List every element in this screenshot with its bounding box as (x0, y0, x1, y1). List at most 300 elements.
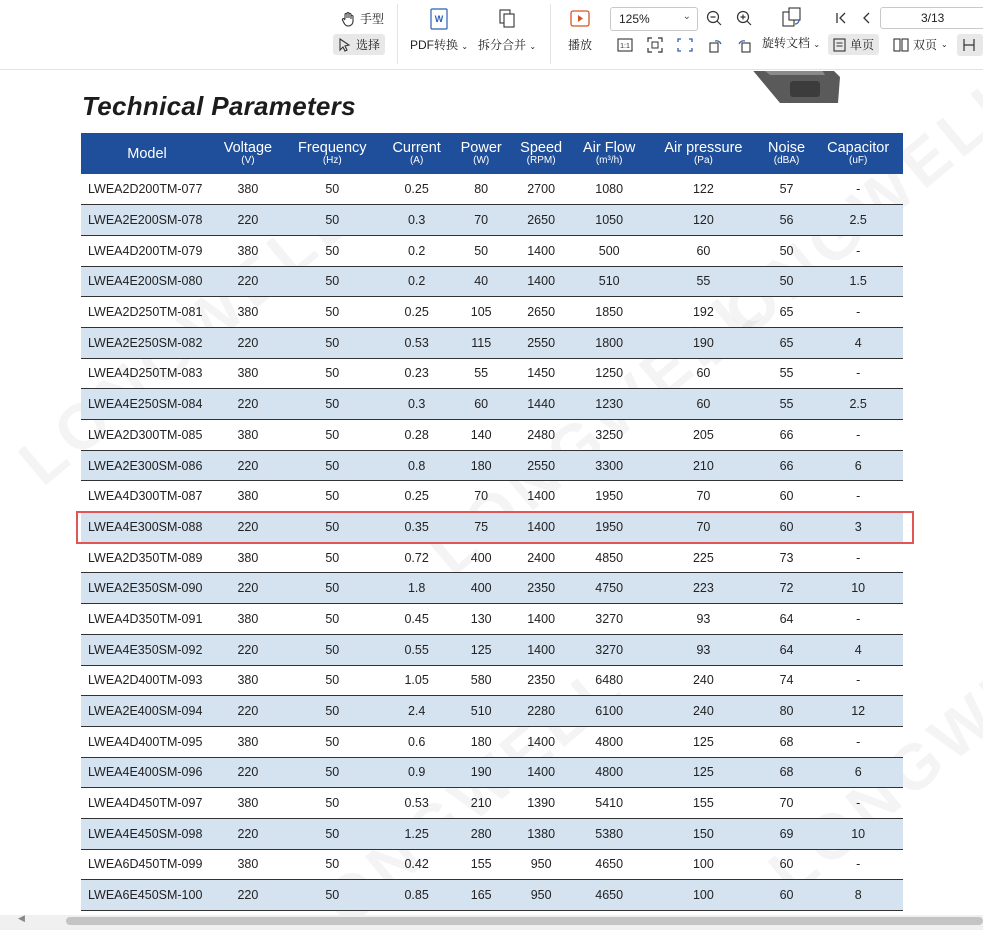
table-cell: 220 (213, 450, 283, 481)
table-cell: 280 (452, 818, 511, 849)
table-cell: 50 (283, 420, 382, 451)
table-cell: 50 (283, 358, 382, 389)
table-cell: 1800 (571, 327, 647, 358)
table-cell: - (813, 174, 903, 205)
table-cell: - (813, 788, 903, 819)
table-cell: 6 (813, 757, 903, 788)
column-header-unit: (A) (409, 155, 424, 166)
table-cell: 190 (647, 327, 760, 358)
table-cell: 50 (283, 235, 382, 266)
table-cell: 100 (647, 880, 760, 911)
table-cell: 3 (813, 512, 903, 543)
table-cell: 50 (283, 542, 382, 573)
table-cell: 5410 (571, 788, 647, 819)
table-cell: 50 (283, 818, 382, 849)
table-cell: 220 (213, 573, 283, 604)
rotate-left-icon[interactable] (707, 37, 723, 53)
column-header-unit: (Pa) (693, 155, 713, 166)
table-cell: 1080 (571, 174, 647, 205)
word-doc-icon (429, 8, 449, 30)
table-cell: 2350 (511, 665, 572, 696)
table-cell: 0.25 (382, 297, 452, 328)
table-cell: 0.53 (382, 327, 452, 358)
zoom-select[interactable] (610, 7, 698, 31)
table-cell: 220 (213, 327, 283, 358)
table-cell: 400 (452, 573, 511, 604)
table-cell: 50 (283, 389, 382, 420)
table-cell: 70 (452, 205, 511, 236)
model-cell: LWEA2D400TM-093 (81, 665, 213, 696)
table-cell: 0.9 (382, 757, 452, 788)
table-cell: 3250 (571, 420, 647, 451)
row-highlight-box (76, 511, 914, 544)
column-header (283, 133, 382, 174)
column-header-label: Capacitor (827, 140, 890, 156)
table-cell: 0.72 (382, 542, 452, 573)
table-cell: 55 (760, 358, 814, 389)
model-cell: LWEA2E300SM-086 (81, 450, 213, 481)
table-cell: 240 (647, 696, 760, 727)
table-cell: 125 (647, 726, 760, 757)
table-cell: 2480 (511, 420, 572, 451)
fit-page-icon[interactable] (647, 37, 663, 53)
table-cell: 380 (213, 542, 283, 573)
table-cell: 0.2 (382, 266, 452, 297)
table-cell: 1400 (511, 481, 572, 512)
table-cell: 50 (283, 757, 382, 788)
table-cell: 4650 (571, 880, 647, 911)
table-row (81, 726, 903, 757)
table-cell: 220 (213, 205, 283, 236)
table-cell: 60 (760, 481, 814, 512)
table-cell: 3300 (571, 450, 647, 481)
table-cell: 1850 (571, 297, 647, 328)
table-cell: - (813, 235, 903, 266)
table-cell: 50 (283, 849, 382, 880)
table-cell: 0.25 (382, 481, 452, 512)
table-cell: 40 (452, 266, 511, 297)
table-row (81, 665, 903, 696)
table-cell: 225 (647, 542, 760, 573)
table-cell: 55 (452, 358, 511, 389)
table-cell: 0.3 (382, 205, 452, 236)
table-cell: 10 (813, 573, 903, 604)
svg-text:1:1: 1:1 (620, 43, 630, 50)
table-cell: 2.4 (382, 696, 452, 727)
table-cell: 55 (647, 266, 760, 297)
table-cell: 1.05 (382, 665, 452, 696)
table-cell: 80 (452, 174, 511, 205)
table-cell: 50 (760, 235, 814, 266)
column-header-unit: (W) (473, 155, 490, 166)
table-cell: 210 (452, 788, 511, 819)
table-cell: 50 (283, 634, 382, 665)
table-cell: 1.8 (382, 573, 452, 604)
table-cell: 380 (213, 420, 283, 451)
cursor-icon (338, 38, 352, 52)
table-cell: 220 (213, 696, 283, 727)
table-cell: 66 (760, 420, 814, 451)
double-page-icon (893, 38, 909, 52)
table-cell: 12 (813, 696, 903, 727)
table-cell: 60 (760, 512, 814, 543)
table-cell: 2.5 (813, 205, 903, 236)
actual-size-icon[interactable] (617, 37, 633, 53)
column-header (760, 133, 814, 174)
table-cell: 50 (283, 266, 382, 297)
table-cell: 400 (452, 542, 511, 573)
table-row (81, 327, 903, 358)
table-cell: 69 (760, 818, 814, 849)
table-cell: 50 (283, 205, 382, 236)
table-cell: 50 (760, 266, 814, 297)
table-cell: 50 (283, 327, 382, 358)
zoom-value: 125% (619, 12, 650, 26)
table-cell: 2650 (511, 205, 572, 236)
table-cell: 60 (760, 849, 814, 880)
model-cell: LWEA4E300SM-088 (81, 512, 213, 543)
zoom-out-icon[interactable] (706, 10, 723, 27)
column-header-label: Air pressure (664, 140, 743, 156)
split-merge-icon (497, 8, 517, 30)
select-tool-label: 选择 (356, 38, 381, 52)
scroll-left-arrow-icon[interactable]: ◀ (18, 913, 25, 923)
column-header-label: Current (392, 140, 441, 156)
column-header-unit: (dBA) (773, 155, 800, 166)
table-cell: 380 (213, 358, 283, 389)
table-cell: 223 (647, 573, 760, 604)
zoom-in-icon[interactable] (736, 10, 753, 27)
table-cell: 4 (813, 327, 903, 358)
model-cell: LWEA4E250SM-084 (81, 389, 213, 420)
table-cell: 70 (647, 481, 760, 512)
pdf-convert-button[interactable] (410, 8, 468, 53)
table-cell: 2650 (511, 297, 572, 328)
table-cell: 2550 (511, 450, 572, 481)
column-header-label: Voltage (223, 140, 273, 156)
column-header (81, 133, 213, 174)
table-row (81, 450, 903, 481)
table-row (81, 235, 903, 266)
double-page-label: 双页 (913, 38, 938, 52)
table-cell: 125 (452, 634, 511, 665)
column-header-unit: (Hz) (322, 155, 342, 166)
model-cell: LWEA4D300TM-087 (81, 481, 213, 512)
model-cell: LWEA6E450SM-100 (81, 880, 213, 911)
chevron-down-icon: ⌄ (941, 40, 948, 49)
table-cell: 5380 (571, 818, 647, 849)
table-cell: 55 (760, 389, 814, 420)
column-header-unit: (m³/h) (595, 155, 623, 166)
model-cell: LWEA6D450TM-099 (81, 849, 213, 880)
scrollbar-thumb[interactable] (66, 917, 983, 925)
model-cell: LWEA4D350TM-091 (81, 604, 213, 635)
table-cell: - (813, 481, 903, 512)
table-cell: 72 (760, 573, 814, 604)
table-cell: 68 (760, 726, 814, 757)
model-cell: LWEA2E250SM-082 (81, 327, 213, 358)
table-cell: 8 (813, 880, 903, 911)
table-row (81, 849, 903, 880)
table-row (81, 542, 903, 573)
column-header (813, 133, 903, 174)
table-cell: 105 (452, 297, 511, 328)
model-cell: LWEA2D200TM-077 (81, 174, 213, 205)
table-row (81, 604, 903, 635)
table-cell: 240 (647, 665, 760, 696)
play-icon (569, 8, 591, 30)
continuous-scroll-button[interactable] (957, 34, 983, 56)
model-cell: LWEA2E350SM-090 (81, 573, 213, 604)
model-cell: LWEA4E400SM-096 (81, 757, 213, 788)
table-cell: 2350 (511, 573, 572, 604)
table-row (81, 818, 903, 849)
table-cell: 0.42 (382, 849, 452, 880)
table-cell: 155 (647, 788, 760, 819)
table-cell: - (813, 542, 903, 573)
column-header-unit: (V) (241, 155, 255, 166)
table-cell: 1400 (511, 235, 572, 266)
model-cell: LWEA2E200SM-078 (81, 205, 213, 236)
table-cell: 6480 (571, 665, 647, 696)
table-cell: - (813, 358, 903, 389)
model-cell: LWEA4E450SM-098 (81, 818, 213, 849)
table-cell: 10 (813, 818, 903, 849)
table-cell: 60 (452, 389, 511, 420)
table-row (81, 420, 903, 451)
hand-icon (340, 11, 356, 27)
table-cell: 50 (283, 696, 382, 727)
column-header (213, 133, 283, 174)
table-cell: 73 (760, 542, 814, 573)
table-cell: 0.6 (382, 726, 452, 757)
table-cell: 57 (760, 174, 814, 205)
table-cell: 150 (647, 818, 760, 849)
table-row (81, 788, 903, 819)
hand-tool-label: 手型 (360, 12, 385, 26)
table-cell: 3270 (571, 634, 647, 665)
column-header (452, 133, 511, 174)
table-cell: 1400 (511, 634, 572, 665)
table-cell: 0.35 (382, 512, 452, 543)
table-cell: 220 (213, 880, 283, 911)
table-cell: 0.25 (382, 174, 452, 205)
table-cell: 180 (452, 450, 511, 481)
rotate-document-icon (779, 6, 803, 28)
table-cell: 50 (283, 450, 382, 481)
table-cell: 380 (213, 604, 283, 635)
table-cell: 510 (452, 696, 511, 727)
document-title: Technical Parameters (82, 91, 356, 121)
table-cell: 50 (283, 665, 382, 696)
play-label: 播放 (568, 38, 593, 52)
split-merge-button[interactable] (478, 8, 536, 53)
table-cell: 165 (452, 880, 511, 911)
model-cell: LWEA2D250TM-081 (81, 297, 213, 328)
table-cell: 2700 (511, 174, 572, 205)
table-cell: 1250 (571, 358, 647, 389)
table-cell: 125 (647, 757, 760, 788)
table-cell: 1400 (511, 266, 572, 297)
table-row (81, 634, 903, 665)
table-row (81, 358, 903, 389)
table-cell: 2550 (511, 327, 572, 358)
table-cell: 50 (283, 604, 382, 635)
continuous-scroll-icon (962, 38, 976, 52)
table-cell: 0.55 (382, 634, 452, 665)
table-cell: 380 (213, 235, 283, 266)
table-cell: 210 (647, 450, 760, 481)
rotate-right-icon[interactable] (737, 37, 753, 53)
column-header-label: Air Flow (583, 140, 636, 156)
table-cell: 4800 (571, 726, 647, 757)
table-cell: 60 (647, 389, 760, 420)
table-row (81, 205, 903, 236)
table-cell: 70 (452, 481, 511, 512)
table-cell: 2280 (511, 696, 572, 727)
table-cell: 1400 (511, 726, 572, 757)
table-cell: 1050 (571, 205, 647, 236)
table-cell: - (813, 297, 903, 328)
page-indicator: 3/13 (921, 11, 945, 25)
column-header-label: Speed (520, 140, 563, 156)
table-cell: 60 (647, 358, 760, 389)
table-cell: 50 (452, 235, 511, 266)
model-cell: LWEA4D250TM-083 (81, 358, 213, 389)
toolbar-divider (397, 4, 398, 64)
table-row (81, 757, 903, 788)
select-tool-button[interactable] (333, 34, 385, 55)
table-cell: 510 (571, 266, 647, 297)
table-cell: 2.5 (813, 389, 903, 420)
table-cell: 0.85 (382, 880, 452, 911)
fit-width-icon[interactable] (677, 37, 693, 53)
table-cell: 0.2 (382, 235, 452, 266)
table-cell: 1380 (511, 818, 572, 849)
column-header (571, 133, 647, 174)
table-header-row (81, 133, 903, 174)
table-cell: 50 (283, 573, 382, 604)
table-cell: - (813, 726, 903, 757)
table-cell: 60 (760, 880, 814, 911)
table-cell: 2400 (511, 542, 572, 573)
table-cell: 4 (813, 634, 903, 665)
table-cell: 70 (647, 512, 760, 543)
rotate-document-button[interactable] (762, 6, 820, 51)
column-header-unit: (RPM) (526, 155, 556, 166)
table-cell: 180 (452, 726, 511, 757)
table-cell: 380 (213, 297, 283, 328)
table-cell: 1950 (571, 481, 647, 512)
table-cell: - (813, 604, 903, 635)
table-cell: 1.25 (382, 818, 452, 849)
table-cell: 4850 (571, 542, 647, 573)
table-cell: 380 (213, 665, 283, 696)
table-cell: 65 (760, 297, 814, 328)
table-cell: 220 (213, 757, 283, 788)
table-cell: 66 (760, 450, 814, 481)
model-cell: LWEA2E400SM-094 (81, 696, 213, 727)
play-button[interactable] (568, 8, 592, 53)
table-cell: 80 (760, 696, 814, 727)
column-header-label: Noise (768, 140, 806, 156)
table-cell: 1440 (511, 389, 572, 420)
first-page-icon[interactable] (834, 11, 848, 25)
table-cell: 1230 (571, 389, 647, 420)
table-cell: 115 (452, 327, 511, 358)
table-cell: 1400 (511, 757, 572, 788)
table-cell: 50 (283, 297, 382, 328)
table-cell: 100 (647, 849, 760, 880)
table-row (81, 174, 903, 205)
table-cell: 4800 (571, 757, 647, 788)
fan-motor-image (750, 71, 840, 107)
column-header (382, 133, 452, 174)
chevron-down-icon: ⌄ (682, 11, 691, 22)
table-row (81, 573, 903, 604)
table-cell: 64 (760, 634, 814, 665)
column-header-label: Power (460, 140, 502, 156)
table-cell: 1450 (511, 358, 572, 389)
previous-page-icon[interactable] (860, 11, 874, 25)
table-cell: 0.23 (382, 358, 452, 389)
chevron-down-icon: ⌄ (529, 42, 537, 51)
column-header-unit: (uF) (848, 155, 868, 166)
table-cell: 74 (760, 665, 814, 696)
column-header-label: Model (127, 145, 167, 162)
single-page-label: 单页 (850, 38, 875, 52)
table-cell: 93 (647, 604, 760, 635)
table-cell: 0.3 (382, 389, 452, 420)
table-cell: 380 (213, 174, 283, 205)
table-cell: 1.5 (813, 266, 903, 297)
model-cell: LWEA4D400TM-095 (81, 726, 213, 757)
table-cell: 4750 (571, 573, 647, 604)
page-number-input[interactable] (880, 7, 983, 29)
table-cell: 120 (647, 205, 760, 236)
table-cell: 220 (213, 634, 283, 665)
table-cell: 70 (760, 788, 814, 819)
table-cell: 0.28 (382, 420, 452, 451)
table-cell: 50 (283, 880, 382, 911)
table-cell: 60 (647, 235, 760, 266)
table-cell: 3270 (571, 604, 647, 635)
hand-tool-button[interactable] (340, 10, 384, 27)
table-cell: 500 (571, 235, 647, 266)
model-cell: LWEA4E200SM-080 (81, 266, 213, 297)
table-cell: 220 (213, 266, 283, 297)
column-header-label: Frequency (298, 140, 367, 156)
single-page-icon (833, 38, 846, 52)
table-row (81, 297, 903, 328)
table-cell: 6100 (571, 696, 647, 727)
rotate-document-label: 旋转文档 (762, 36, 811, 50)
table-cell: 950 (511, 880, 572, 911)
single-page-button[interactable] (828, 34, 879, 55)
table-cell: 1400 (511, 604, 572, 635)
table-row (81, 389, 903, 420)
table-cell: 380 (213, 726, 283, 757)
table-cell: 130 (452, 604, 511, 635)
table-cell: 1390 (511, 788, 572, 819)
table-cell: 220 (213, 389, 283, 420)
table-cell: 50 (283, 174, 382, 205)
table-cell: 380 (213, 481, 283, 512)
table-cell: 50 (283, 481, 382, 512)
model-cell: LWEA2D350TM-089 (81, 542, 213, 573)
double-page-button[interactable] (893, 36, 948, 53)
table-cell: 50 (283, 512, 382, 543)
